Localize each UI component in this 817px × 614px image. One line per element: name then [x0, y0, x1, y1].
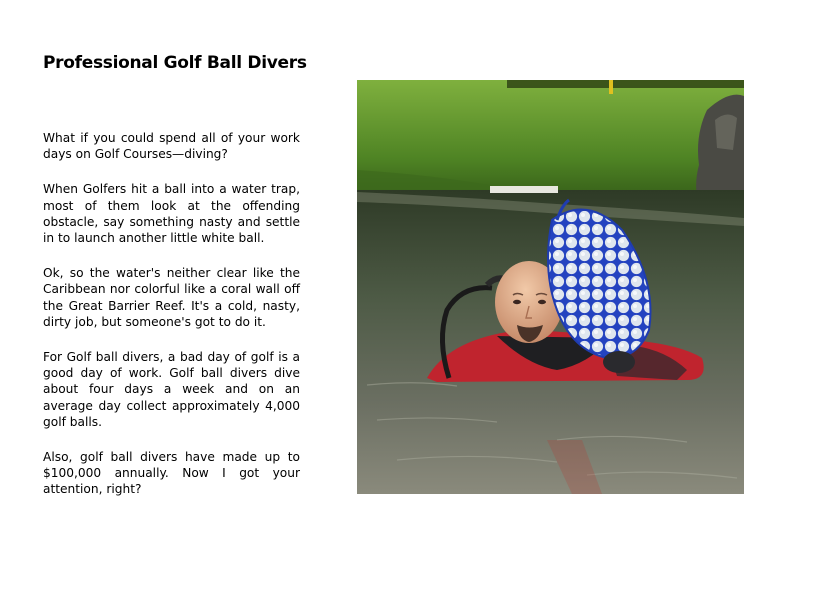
paragraph-work-stats: For Golf ball divers, a bad day of golf is a good day of work. Golf ball divers dive about four days a week and on an average day collect approximately 4,000 golf balls. [43, 350, 300, 429]
diver-photo [357, 80, 744, 494]
flag-pole [609, 80, 613, 94]
paragraph-salary: Also, golf ball divers have made up to $100,000 annually. Now I got your attention, right? [43, 450, 300, 497]
white-pipe [490, 186, 558, 193]
paragraph-cold-job: Ok, so the water's neither clear like the Caribbean nor colorful like a coral wall off the Great Barrier Reef. It's a cold, nasty, dirty job, but someone's got to do it. [43, 266, 300, 329]
paragraph-water-trap: When Golfers hit a ball into a water trap, most of them look at the offending obstacle, say something nasty and settle in to launch another little white ball. [43, 182, 300, 246]
article-body [43, 130, 300, 517]
page-title: Professional Golf Ball Divers [43, 53, 307, 73]
paragraph-intro: What if you could spend all of your work days on Golf Courses—diving? [43, 131, 300, 162]
diver-photo-illustration [357, 80, 744, 494]
